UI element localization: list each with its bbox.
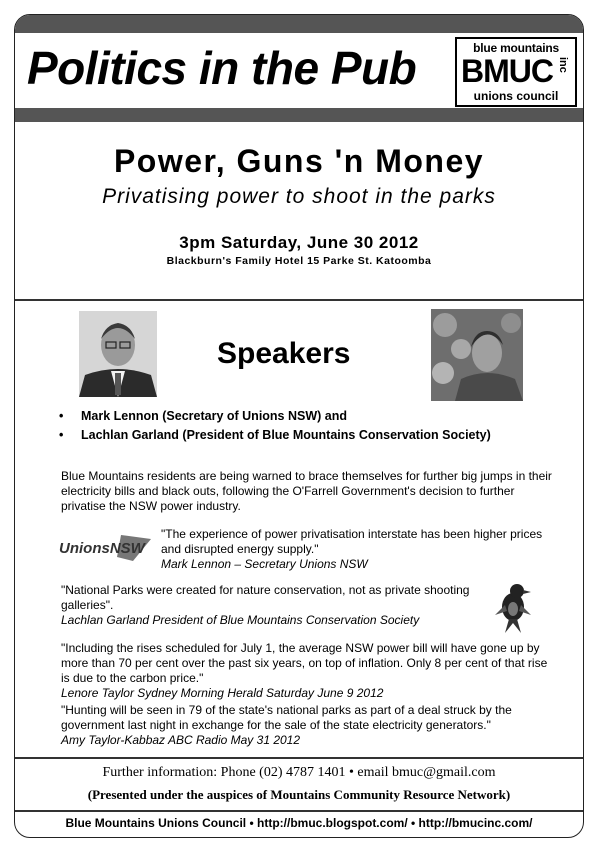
- footer-links: Blue Mountains Unions Council • http://bmuc.blogspot.com/ • http://bmucinc.com/: [65, 816, 533, 830]
- divider: [15, 757, 583, 759]
- speaker-name: Lachlan Garland (President of Blue Mountains Conservation Society): [81, 428, 491, 442]
- speaker-photo-mark-lennon: [79, 311, 157, 397]
- quote-attribution: Amy Taylor-Kabbaz ABC Radio May 31 2012: [61, 733, 301, 747]
- quote-text: "Including the rises scheduled for July 1, the average NSW power bill will have gone up by more than 70 per cent over the past six years, on top of inflation. Only 8 per cent of that rise is due to the carbon price.": [61, 641, 548, 685]
- header-divider-bar: [15, 108, 583, 122]
- logo-line-bottom: unions council: [473, 89, 559, 103]
- intro-paragraph: Blue Mountains residents are being warned to brace themselves for further big jumps in their electricity bills and black outs, following the O'Farrell Government's decision to further privatise the NSW power industry.: [61, 469, 552, 513]
- page-title: Politics in the Pub: [27, 42, 417, 94]
- quote-text: "The experience of power privatisation interstate has been higher prices and disrupted energy supply.": [161, 527, 543, 556]
- quote-block: [61, 583, 491, 628]
- top-bar: [15, 15, 583, 33]
- speaker-photo-lachlan-garland: [431, 309, 523, 401]
- speaker-name: Mark Lennon (Secretary of Unions NSW) and: [81, 409, 348, 423]
- unions-nsw-logo-text: UnionsNSW: [59, 540, 145, 557]
- speaker-list-item: [59, 409, 491, 428]
- logo-inc: inc: [557, 57, 569, 73]
- bmuc-logo: [455, 37, 577, 107]
- quote-attribution: Lenore Taylor Sydney Morning Herald Saturday June 9 2012: [61, 686, 384, 700]
- speaker-list-item: [59, 428, 491, 447]
- quote-block: [161, 527, 561, 572]
- logo-acronym: BMUC: [461, 53, 553, 89]
- divider: [15, 299, 583, 301]
- quote-block: [61, 641, 557, 701]
- unions-nsw-logo: [59, 531, 153, 563]
- event-subheading: Privatising power to shoot in the parks: [102, 185, 496, 208]
- flyer: [14, 14, 584, 838]
- event-datetime: 3pm Saturday, June 30 2012: [179, 233, 419, 252]
- event-heading: Power, Guns 'n Money: [113, 143, 485, 179]
- logo-line-top: blue mountains: [473, 41, 559, 55]
- bird-icon: [493, 581, 533, 635]
- bullet-icon: •: [59, 409, 64, 423]
- divider: [15, 810, 583, 812]
- quote-attribution: Lachlan Garland President of Blue Mountains Conservation Society: [61, 613, 420, 627]
- event-venue: Blackburn's Family Hotel 15 Parke St. Katoomba: [166, 255, 432, 267]
- quote-text: "Hunting will be seen in 79 of the state's national parks as part of a deal struck by the government last night in exchange for the sale of the state electricity generators.": [61, 703, 512, 732]
- contact-info: Further information: Phone (02) 4787 1401 • email bmuc@gmail.com: [102, 765, 496, 780]
- speakers-heading: Speakers: [217, 337, 351, 370]
- quote-text: "National Parks were created for nature conservation, not as private shooting galleries".: [61, 583, 470, 612]
- bullet-icon: •: [59, 428, 64, 442]
- presented-note: (Presented under the auspices of Mountains Community Resource Network): [87, 787, 511, 802]
- quote-block: [61, 703, 557, 748]
- speaker-list: [59, 409, 491, 447]
- quote-attribution: Mark Lennon – Secretary Unions NSW: [161, 557, 368, 571]
